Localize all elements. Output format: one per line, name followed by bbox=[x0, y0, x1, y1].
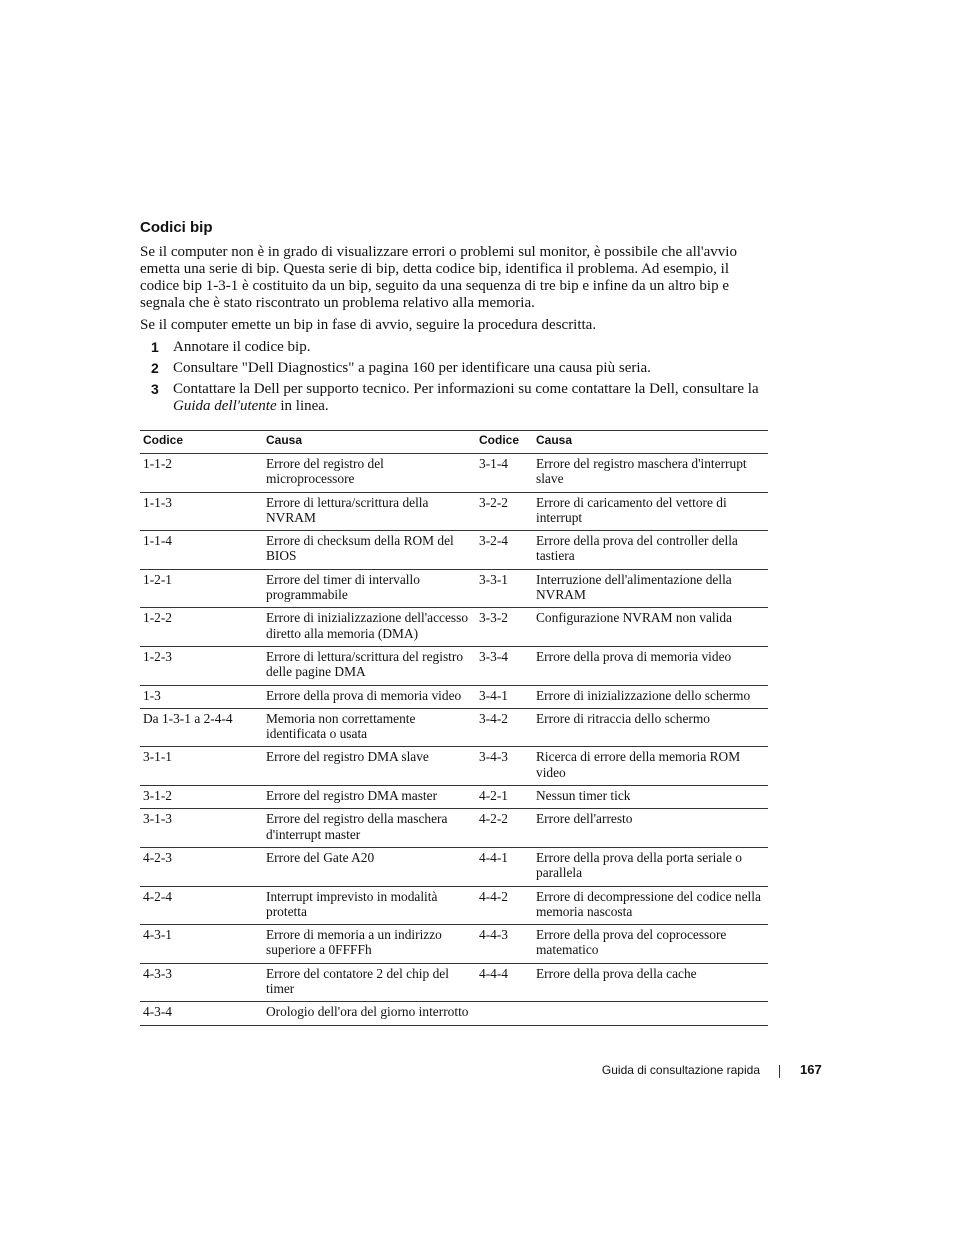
step-item bbox=[140, 381, 768, 415]
cell-code: 3-1-4 bbox=[476, 454, 533, 493]
table-header-row bbox=[140, 431, 768, 454]
user-guide-title: Guida dell'utente bbox=[173, 398, 277, 414]
cell-code bbox=[476, 1002, 533, 1025]
cell-code: 3-4-1 bbox=[476, 685, 533, 708]
cell-code: 4-2-2 bbox=[476, 809, 533, 848]
table-row bbox=[140, 886, 768, 925]
table-row bbox=[140, 569, 768, 608]
cell-cause: Errore di checksum della ROM del BIOS bbox=[263, 531, 476, 570]
cell-cause: Interruzione dell'alimentazione della NVRAM bbox=[533, 569, 768, 608]
step-item bbox=[140, 339, 768, 356]
cell-cause: Errore di lettura/scrittura della NVRAM bbox=[263, 492, 476, 531]
table-row bbox=[140, 925, 768, 964]
step-text: Annotare il codice bip. bbox=[173, 339, 311, 355]
cell-code: 3-2-2 bbox=[476, 492, 533, 531]
cell-code: 4-4-4 bbox=[476, 963, 533, 1002]
step-text-part: in linea. bbox=[276, 398, 329, 414]
table-row bbox=[140, 531, 768, 570]
cell-code: 4-2-3 bbox=[140, 847, 263, 886]
table-row bbox=[140, 809, 768, 848]
cell-cause: Errore del registro della maschera d'interrupt master bbox=[263, 809, 476, 848]
cell-cause: Ricerca di errore della memoria ROM video bbox=[533, 747, 768, 786]
cell-cause: Errore della prova del controller della tastiera bbox=[533, 531, 768, 570]
cell-cause: Errore dell'arresto bbox=[533, 809, 768, 848]
cell-code: 3-1-2 bbox=[140, 786, 263, 809]
cell-code: 1-1-4 bbox=[140, 531, 263, 570]
cell-cause: Errore di caricamento del vettore di interrupt bbox=[533, 492, 768, 531]
table-body bbox=[140, 454, 768, 1026]
footer-doc-title: Guida di consultazione rapida bbox=[601, 1063, 760, 1077]
cell-code: 4-4-3 bbox=[476, 925, 533, 964]
cell-cause bbox=[533, 1002, 768, 1025]
cell-cause: Errore del registro maschera d'interrupt slave bbox=[533, 454, 768, 493]
step-number: 3 bbox=[151, 381, 159, 397]
cell-cause: Errore del timer di intervallo programmabile bbox=[263, 569, 476, 608]
cell-cause: Configurazione NVRAM non valida bbox=[533, 608, 768, 647]
cell-code: 1-3 bbox=[140, 685, 263, 708]
cell-cause: Errore di decompressione del codice nella memoria nascosta bbox=[533, 886, 768, 925]
cell-code: 1-1-2 bbox=[140, 454, 263, 493]
cell-cause: Errore della prova della cache bbox=[533, 963, 768, 1002]
cell-code: 4-3-4 bbox=[140, 1002, 263, 1025]
cell-code: 3-3-1 bbox=[476, 569, 533, 608]
step-text bbox=[173, 381, 759, 414]
cell-cause: Interrupt imprevisto in modalità protetta bbox=[263, 886, 476, 925]
cell-code: 4-4-2 bbox=[476, 886, 533, 925]
page-number: 167 bbox=[800, 1062, 822, 1077]
cell-cause: Errore di inizializzazione dell'accesso diretto alla memoria (DMA) bbox=[263, 608, 476, 647]
table-row bbox=[140, 646, 768, 685]
cell-code: 4-2-1 bbox=[476, 786, 533, 809]
header-code: Codice bbox=[476, 431, 533, 454]
cell-code: 4-2-4 bbox=[140, 886, 263, 925]
cell-code: 1-2-2 bbox=[140, 608, 263, 647]
cell-code: 3-2-4 bbox=[476, 531, 533, 570]
table-row bbox=[140, 747, 768, 786]
cell-code: 1-1-3 bbox=[140, 492, 263, 531]
main-content bbox=[140, 218, 768, 419]
cell-cause: Errore della prova della porta seriale o parallela bbox=[533, 847, 768, 886]
cell-cause: Errore del contatore 2 del chip del timer bbox=[263, 963, 476, 1002]
page-footer bbox=[0, 1061, 954, 1081]
table-row bbox=[140, 963, 768, 1002]
cell-cause: Nessun timer tick bbox=[533, 786, 768, 809]
cell-code: 3-3-4 bbox=[476, 646, 533, 685]
cell-code: 1-2-3 bbox=[140, 646, 263, 685]
cell-code: 3-4-3 bbox=[476, 747, 533, 786]
cell-code: 3-1-3 bbox=[140, 809, 263, 848]
cell-cause: Errore della prova del coprocessore matematico bbox=[533, 925, 768, 964]
cell-cause: Errore della prova di memoria video bbox=[533, 646, 768, 685]
step-item bbox=[140, 360, 768, 377]
cell-code: 1-2-1 bbox=[140, 569, 263, 608]
step-number: 2 bbox=[151, 360, 159, 376]
table-row bbox=[140, 685, 768, 708]
beep-codes-table bbox=[140, 430, 768, 1026]
cell-code: 4-4-1 bbox=[476, 847, 533, 886]
table-row bbox=[140, 786, 768, 809]
table-row bbox=[140, 454, 768, 493]
header-code: Codice bbox=[140, 431, 263, 454]
table-row bbox=[140, 847, 768, 886]
cell-code: 4-3-1 bbox=[140, 925, 263, 964]
table-row bbox=[140, 708, 768, 747]
cell-cause: Errore del registro DMA slave bbox=[263, 747, 476, 786]
step-number: 1 bbox=[151, 339, 159, 355]
table-row bbox=[140, 1002, 768, 1025]
cell-code: 3-3-2 bbox=[476, 608, 533, 647]
header-cause: Causa bbox=[263, 431, 476, 454]
cell-code: Da 1-3-1 a 2-4-4 bbox=[140, 708, 263, 747]
cell-cause: Errore di ritraccia dello schermo bbox=[533, 708, 768, 747]
cell-cause: Errore del Gate A20 bbox=[263, 847, 476, 886]
cell-cause: Memoria non correttamente identificata o usata bbox=[263, 708, 476, 747]
step-text: Consultare "Dell Diagnostics" a pagina 160 per identificare una causa più seria. bbox=[173, 360, 651, 376]
steps-list bbox=[140, 339, 768, 415]
table-row bbox=[140, 492, 768, 531]
step-text-part: Contattare la Dell per supporto tecnico. Per informazioni su come contattare la Dell, consultare la bbox=[173, 381, 759, 397]
cell-cause: Errore del registro DMA master bbox=[263, 786, 476, 809]
intro-paragraph: Se il computer non è in grado di visualizzare errori o problemi sul monitor, è possibile che all'avvio emetta una serie di bip. Questa serie di bip, detta codice bip, identifica il problema. Ad esempio, il codice bip 1-3-1 è costituito da un bip, seguito da una sequenza di tre bip e infine da un altro bip e segnala che è stato riscontrato un problema relativo alla memoria. bbox=[140, 244, 737, 311]
cell-cause: Errore di inizializzazione dello schermo bbox=[533, 685, 768, 708]
table-row bbox=[140, 608, 768, 647]
cell-code: 3-1-1 bbox=[140, 747, 263, 786]
instruction-paragraph: Se il computer emette un bip in fase di avvio, seguire la procedura descritta. bbox=[140, 317, 597, 333]
cell-code: 4-3-3 bbox=[140, 963, 263, 1002]
header-cause: Causa bbox=[533, 431, 768, 454]
cell-cause: Errore del registro del microprocessore bbox=[263, 454, 476, 493]
cell-cause: Errore di lettura/scrittura del registro delle pagine DMA bbox=[263, 646, 476, 685]
footer-divider bbox=[779, 1065, 780, 1078]
cell-code: 3-4-2 bbox=[476, 708, 533, 747]
cell-cause: Orologio dell'ora del giorno interrotto bbox=[263, 1002, 476, 1025]
cell-cause: Errore di memoria a un indirizzo superiore a 0FFFFh bbox=[263, 925, 476, 964]
cell-cause: Errore della prova di memoria video bbox=[263, 685, 476, 708]
section-title: Codici bip bbox=[140, 219, 213, 236]
